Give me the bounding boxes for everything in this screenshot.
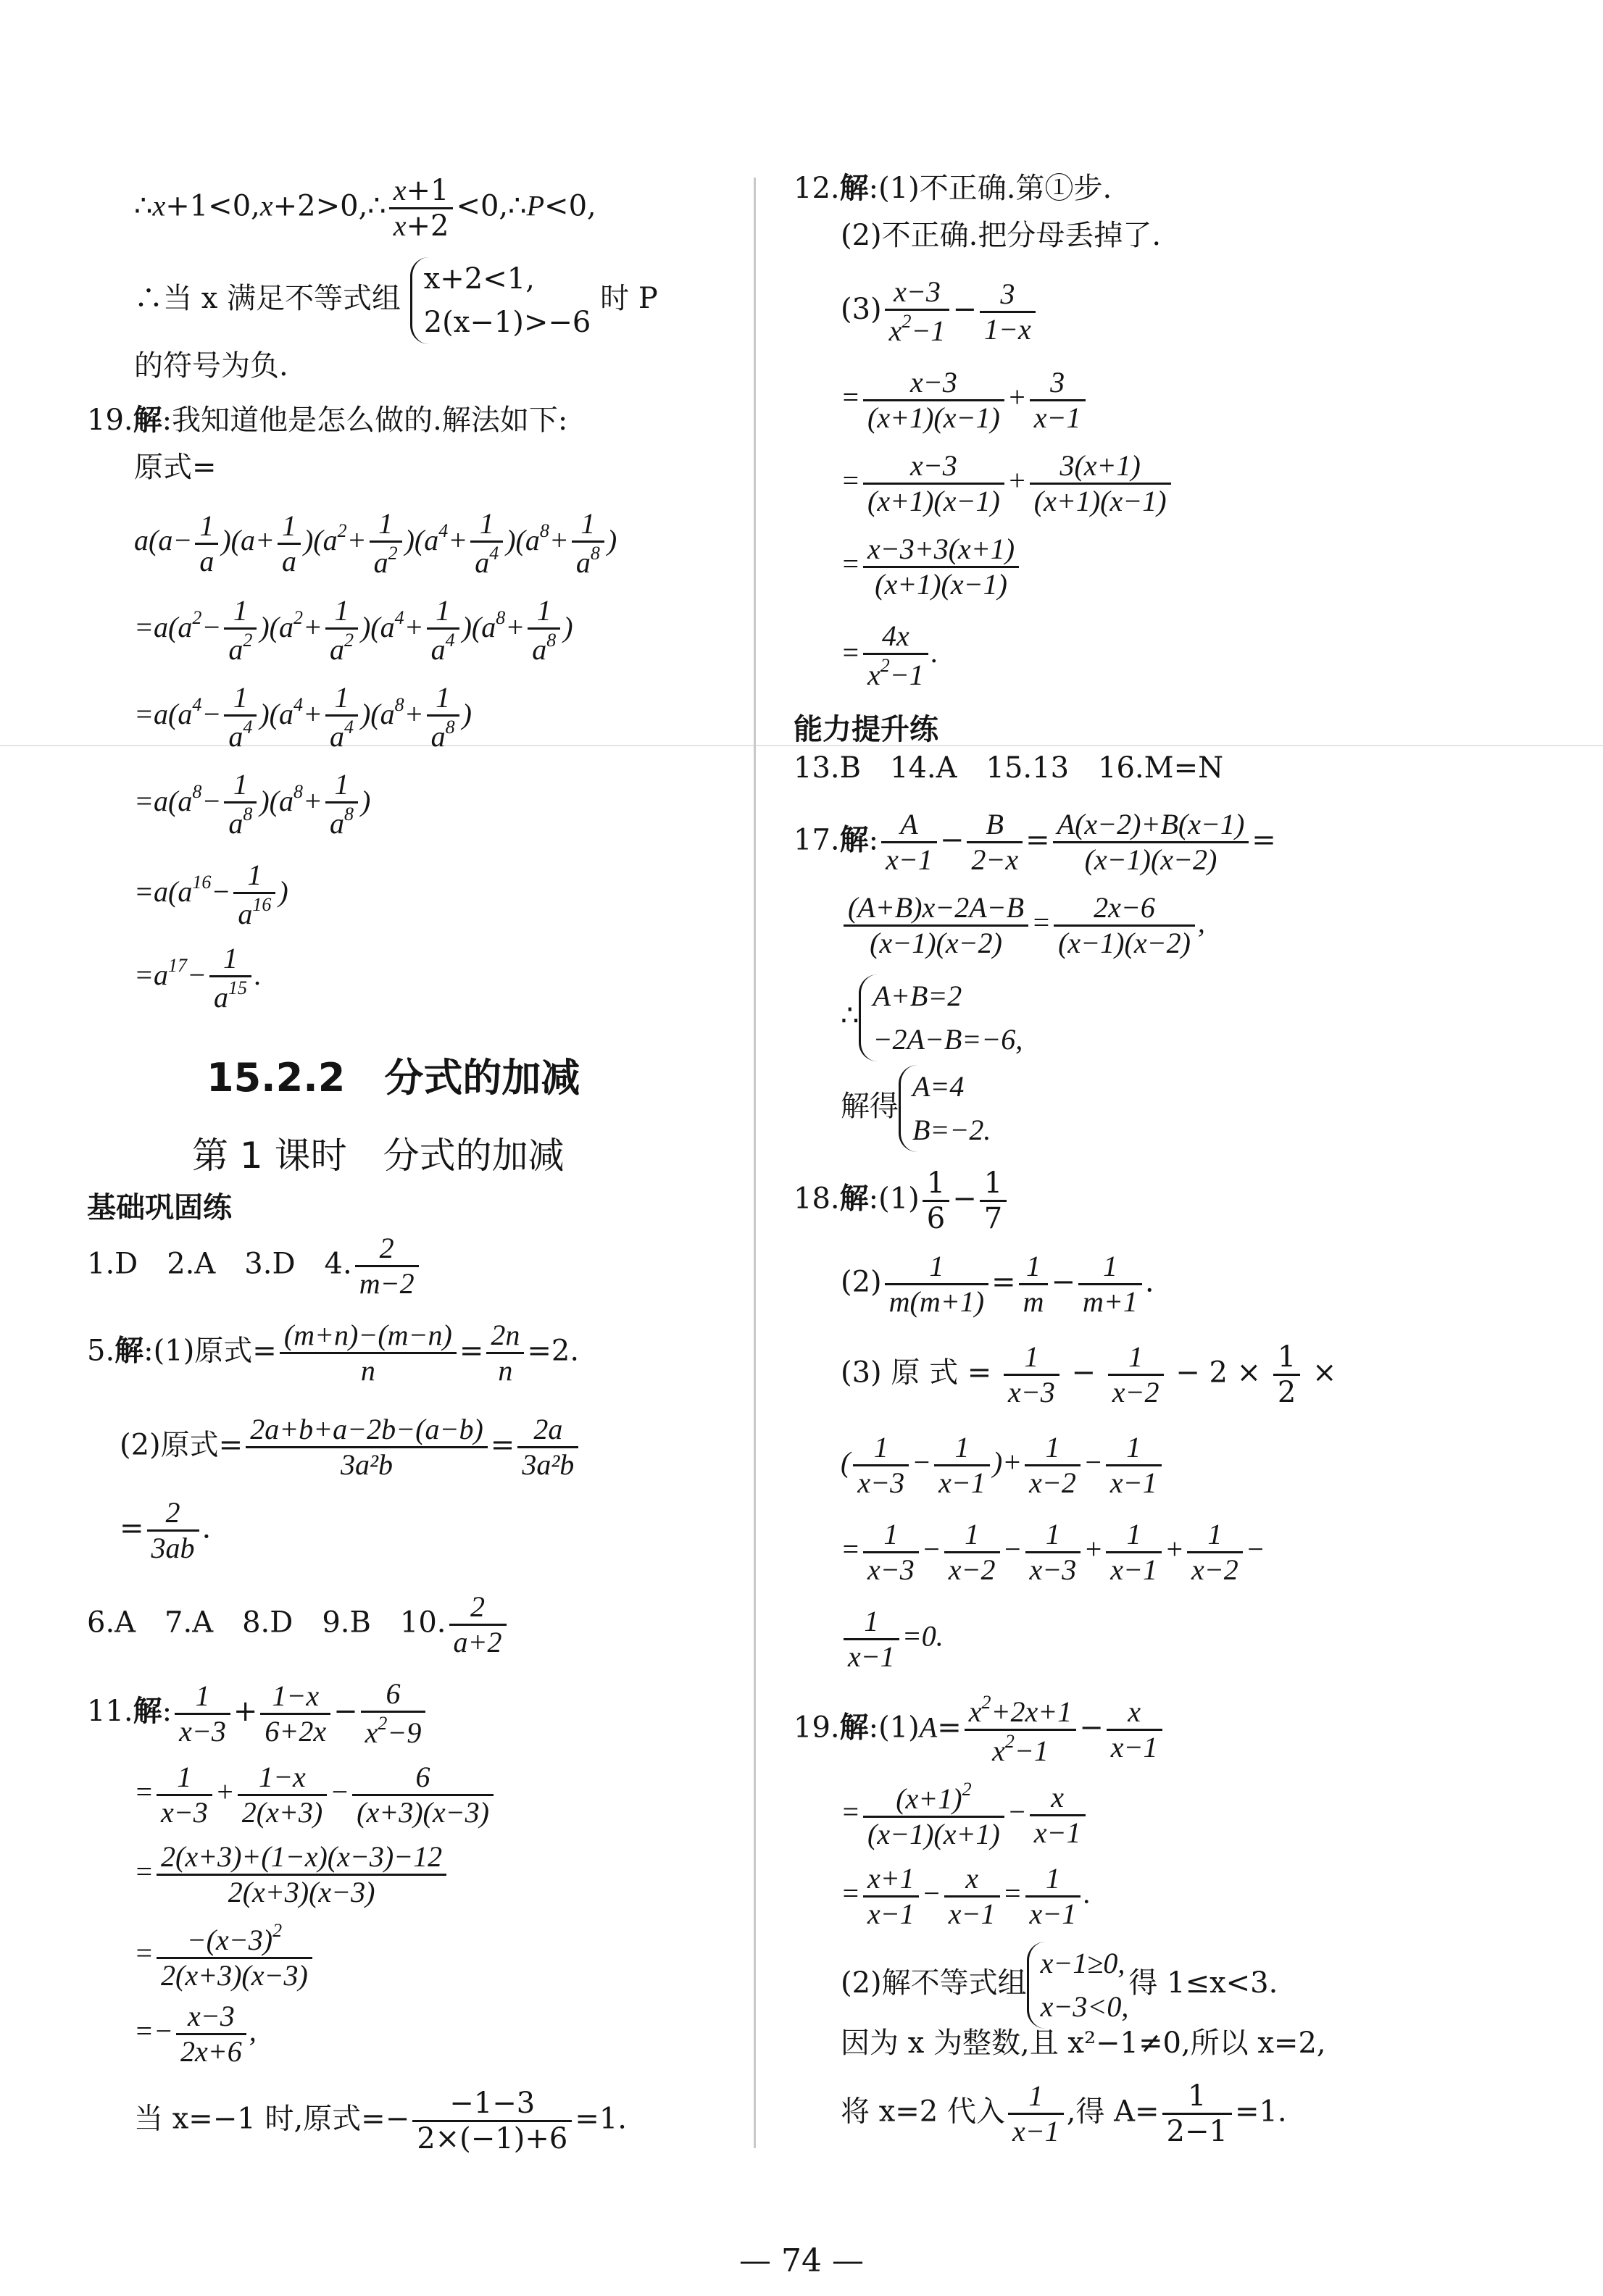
solve-label: 解 — [839, 1182, 869, 1216]
q12-step4: = $\frac{4x}{x^2-1}$ . — [841, 619, 938, 691]
q11-step1: = $\frac{1}{x-3}$ + $\frac{1-x}{2(x+3)}$ − $\frac{6}{(x+3)(x-3)}$ — [134, 1761, 496, 1829]
question-19 — [87, 406, 567, 435]
text: :(1)不正确.第①步. — [868, 172, 1112, 205]
q11-step3: = $\frac{-(x-3)^2}{2(x+3)(x-3)}$ — [134, 1920, 315, 1992]
question-18: 18.解:(1) $\frac{1}{6}$ − $\frac{1}{7}$ — [794, 1166, 1009, 1235]
q11-step4: =− $\frac{x-3}{2x+6}$ , — [134, 2000, 257, 2068]
answers-1-4 — [87, 1232, 422, 1301]
text: 当 x=−1 时,原式=− — [134, 2102, 410, 2136]
question-11: 11.解: $\frac{1}{x-3}$ + $\frac{1-x}{6+2x}$ − $\frac{6}{x^2-9}$ — [87, 1677, 428, 1750]
q19r-step1: = $\frac{(x+1)^2}{(x-1)(x+1)}$ − $\frac{x}{x-1}$ — [841, 1779, 1088, 1851]
fraction: $\frac{-1-3}{2\times(-1)+6}$ — [412, 2087, 572, 2155]
question-19-right: 19.解:(1)A= $\frac{x^2+2x+1}{x^2-1}$ − $\frac{x}{x-1}$ — [794, 1692, 1165, 1768]
q19r-step2: = $\frac{x+1}{x-1}$ − $\frac{x}{x-1}$ = $\frac{1}{x-1}$ . — [841, 1862, 1091, 1930]
question-17: 17.解: $\frac{A}{x-1}$ − $\frac{B}{2-x}$ = $\frac{A(x-2)+B(x-1)}{(x-1)(x-2)}$ = — [794, 808, 1276, 876]
fraction: $\frac{2}{a+2}$ — [449, 1590, 507, 1659]
q17-system: ∴ A+B=2 −2A−B=−6, — [841, 974, 1023, 1061]
sys-line: −2A−B=−6, — [873, 1023, 1023, 1056]
q19r-part3: 因为 x 为整数,且 x²−1≠0,所以 x=2, — [841, 2026, 1326, 2060]
solve-label: 解 — [114, 1334, 144, 1368]
fraction: $\frac{(m+n)-(m-n)}{n}$ — [280, 1319, 457, 1387]
text: 将 x=2 代入 — [841, 2095, 1005, 2129]
fraction: $\frac{2a}{\text{3a²b}}$ — [517, 1413, 578, 1482]
left-column — [0, 0, 754, 2210]
lesson-title: 第 1 课时 分式的加减 — [192, 1135, 565, 1177]
q19-step2: $=a(a^2-$ $\frac{1}{a^2}$ )($a^2+$ $\frac{1}{a^2}$ )($a^4+$ $\frac{1}{a^4}$ )($a^8+$ $\frac{1}{a^8}$ ) — [134, 594, 573, 666]
fraction: $\frac{2a+b+a-2b-(a-b)}{\text{3a²b}}$ — [246, 1413, 488, 1482]
question-5-part1: 5.解:(1)原式= $\frac{(m+n)-(m-n)}{n}$ = $\frac{2n}{n}$ =2. — [87, 1319, 580, 1387]
text: 1.D 2.A 3.D 4. — [87, 1247, 352, 1281]
q12-part3: (3) $\frac{x-3}{x^2-1}$ − $\frac{3}{1-x}$ — [841, 275, 1038, 348]
fraction: $\frac{x+1}{x+2}$ — [389, 174, 454, 243]
ability-practice-title: 能力提升练 — [794, 713, 938, 746]
text: 6.A 7.A 8.D 9.B 10. — [87, 1606, 446, 1640]
q-number: 12. — [794, 172, 840, 205]
question-5-part2: (2)原式= $\frac{2a+b+a-2b-(a-b)}{\text{3a²b}}$ = $\frac{2a}{\text{3a²b}}$ — [120, 1413, 581, 1482]
inequality-system — [410, 257, 591, 344]
line-18-conclusion: ∴x+1<0,x+2>0,∴ $\frac{x+1}{x+2}$ <0,∴P<0, — [134, 174, 596, 243]
right-column — [768, 0, 1602, 2210]
answers-6-10 — [87, 1590, 509, 1659]
q19-step4: $=a(a^8-$ $\frac{1}{a^8}$ )($a^8+$ $\frac{1}{a^8}$ ) — [134, 768, 371, 840]
q11-step2: = $\frac{2(x+3)+(1-x)(x-3)-12}{2(x+3)(x-3)}$ — [134, 1840, 449, 1909]
fraction: $\frac{2n}{n}$ — [486, 1319, 524, 1387]
answers-13-16: 13.B 14.A 15.13 16.M=N — [794, 751, 1224, 785]
q12-step2: = $\frac{x-3}{(x+1)(x-1)}$ + $\frac{3(x+1)}{(x+1)(x-1)}$ — [841, 449, 1174, 518]
q-number: 5. — [87, 1334, 115, 1368]
fraction: $\frac{2}{m-2}$ — [355, 1232, 419, 1301]
q-number: 11. — [87, 1695, 133, 1728]
q19-step6: $=a^{17}-$ $\frac{1}{a^{15}}$ . — [134, 942, 262, 1014]
question-5-result: = $\frac{2}{3ab}$ . — [120, 1496, 212, 1564]
q12-step1: = $\frac{x-3}{(x+1)(x-1)}$ + $\frac{3}{x-1}$ — [841, 366, 1088, 435]
text: ∴当 x 满足不等式组 — [134, 282, 401, 315]
text: =1. — [1234, 2095, 1287, 2129]
sys-line: x+2<1, — [423, 262, 535, 296]
sys-line: A=4 — [912, 1070, 965, 1103]
q17-step1: $\frac{(A+B)x-2A-B}{(x-1)(x-2)}$ = $\frac{2x-6}{(x-1)(x-2)}$ , — [841, 891, 1205, 960]
text: 时 P — [600, 282, 658, 315]
text: (2)原式= — [120, 1428, 243, 1462]
sys-line: x−3<0, — [1040, 1990, 1129, 2023]
sys-line: x−1≥0, — [1040, 1947, 1125, 1979]
equation-system — [859, 974, 1023, 1061]
line-18-end: 的符号为负. — [134, 349, 288, 383]
solve-label: 解 — [133, 1695, 162, 1728]
q12-step3: = $\frac{x-3+3(x+1)}{(x+1)(x-1)}$ — [841, 533, 1022, 601]
q19-step1: a(a− $\frac{1}{a}$ )(a+ $\frac{1}{a}$ )($a^2+$ $\frac{1}{a^2}$ )($a^4+$ $\frac{1}{a^4}$ )($a^8+$ $\frac{1}{a^8}$ ) — [134, 507, 617, 579]
text: (3) — [841, 293, 882, 326]
section-title: 15.2.2 分式的加减 — [207, 1055, 580, 1101]
q18-step3: $\frac{1}{x-1}$ =0. — [841, 1605, 944, 1674]
q17-solution — [841, 1065, 991, 1152]
q19-step5: $=a(a^{16}-$ $\frac{1}{a^{16}}$ ) — [134, 859, 288, 930]
q-number: 18. — [794, 1182, 840, 1216]
q12-part2: (2)不正确.把分母丢掉了. — [841, 219, 1162, 252]
column-divider — [754, 178, 756, 2148]
text: =1. — [575, 2102, 628, 2136]
text: =2. — [527, 1334, 580, 1368]
solution-system — [899, 1065, 991, 1152]
sys-line: 2(x−1)>−6 — [423, 306, 591, 339]
line-18-system — [134, 257, 658, 344]
text: 得 1≤x<3. — [1128, 1966, 1278, 2000]
basic-practice-title: 基础巩固练 — [87, 1191, 232, 1224]
q18-step1: ( $\frac{1}{x-3}$ − $\frac{1}{x-1}$ )+ $\frac{1}{x-2}$ − $\frac{1}{x-1}$ — [841, 1431, 1165, 1500]
question-12 — [794, 174, 1112, 203]
solve-label: 解 — [839, 1711, 869, 1745]
q19-original: 原式= — [134, 451, 217, 484]
q19r-part2 — [841, 1942, 1278, 2029]
solve-label: 解 — [133, 404, 162, 437]
fraction: $\frac{2}{3ab}$ — [147, 1496, 199, 1565]
q-number: 17. — [794, 823, 840, 857]
q18-part2: (2) $\frac{1}{m(m+1)}$ = $\frac{1}{m}$ − $\frac{1}{m+1}$ . — [841, 1250, 1154, 1318]
q-number: 19. — [87, 404, 133, 437]
solve-label: 解 — [839, 823, 869, 857]
text: (2)解不等式组 — [841, 1966, 1027, 2000]
inequality-system — [1027, 1942, 1129, 2029]
page-number: — 74 — — [739, 2242, 864, 2279]
sys-line: A+B=2 — [873, 980, 962, 1012]
q-number: 19. — [794, 1711, 840, 1745]
solve-label: 解 — [839, 172, 869, 205]
text: 解得 — [841, 1090, 899, 1123]
q19-step3: $=a(a^4-$ $\frac{1}{a^4}$ )($a^4+$ $\frac{1}{a^4}$ )($a^8+$ $\frac{1}{a^8}$ ) — [134, 681, 472, 753]
text: :(1)原式= — [143, 1334, 277, 1368]
q11-final — [134, 2087, 627, 2155]
q19r-part4: 将 x=2 代入 $\frac{1}{x-1}$ ,得 A= $\frac{1}{2-1}$ =1. — [841, 2079, 1287, 2148]
q18-part3: (3) 原 式 = $\frac{1}{x-3}$ − $\frac{1}{x-2}$ − 2 × $\frac{1}{2}$ × — [841, 1340, 1337, 1409]
sys-line: B=−2. — [912, 1114, 991, 1146]
text: ,得 A= — [1066, 2095, 1159, 2129]
q18-step2: = $\frac{1}{x-3}$ − $\frac{1}{x-2}$ − $\frac{1}{x-3}$ + $\frac{1}{x-1}$ + $\frac{1}{x-2}$ − — [841, 1518, 1265, 1586]
text: :我知道他是怎么做的.解法如下: — [162, 404, 568, 437]
